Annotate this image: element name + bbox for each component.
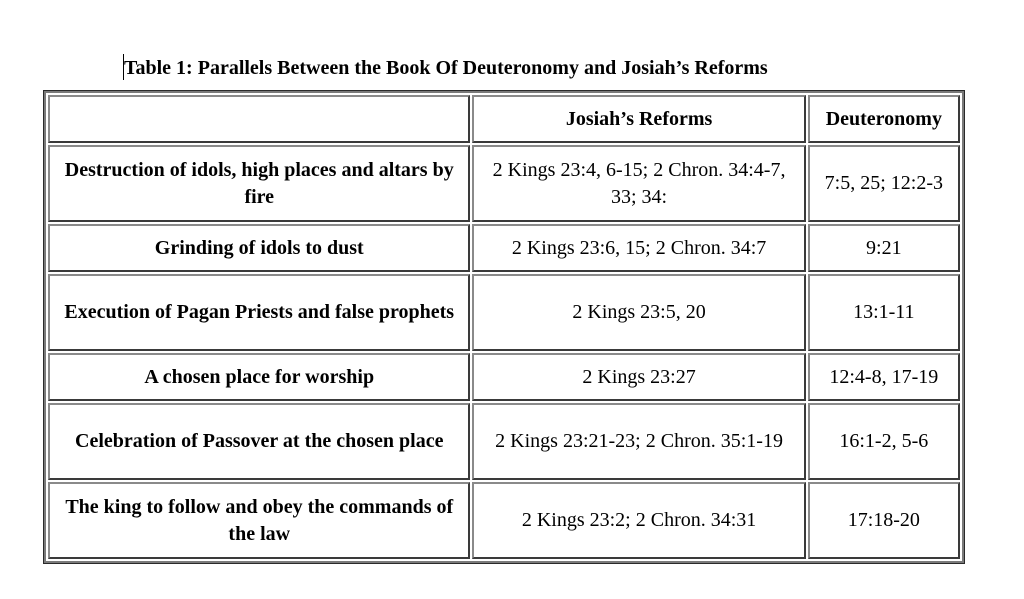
cell-reforms-reference: 2 Kings 23:21-23; 2 Chron. 35:1-19 [472, 403, 805, 480]
cell-deuteronomy-reference: 16:1-2, 5-6 [808, 403, 960, 480]
cell-parallel: The king to follow and obey the commands of the law [48, 482, 470, 559]
table-row [48, 145, 960, 222]
cell-reforms-reference: 2 Kings 23:5, 20 [472, 274, 805, 351]
table-row [48, 224, 960, 272]
cell-reforms-reference: 2 Kings 23:2; 2 Chron. 34:31 [472, 482, 805, 559]
cell-deuteronomy-reference: 12:4-8, 17-19 [808, 353, 960, 401]
table-row [48, 403, 960, 480]
table-header-row [48, 95, 960, 143]
table-row [48, 353, 960, 401]
table-row [48, 274, 960, 351]
cell-deuteronomy-reference: 17:18-20 [808, 482, 960, 559]
cell-reforms-reference: 2 Kings 23:27 [472, 353, 805, 401]
cell-reforms-reference: 2 Kings 23:6, 15; 2 Chron. 34:7 [472, 224, 805, 272]
parallels-table [44, 91, 964, 563]
cell-parallel: Celebration of Passover at the chosen place [48, 403, 470, 480]
cell-reforms-reference: 2 Kings 23:4, 6-15; 2 Chron. 34:4-7, 33; 34: [472, 145, 805, 222]
cell-deuteronomy-reference: 9:21 [808, 224, 960, 272]
table-row [48, 482, 960, 559]
cell-deuteronomy-reference: 13:1-11 [808, 274, 960, 351]
header-cell-deuteronomy: Deuteronomy [808, 95, 960, 143]
table-caption: Table 1: Parallels Between the Book Of Deuteronomy and Josiah’s Reforms [124, 57, 768, 79]
cell-parallel: Destruction of idols, high places and altars by fire [48, 145, 470, 222]
header-cell-josiahs-reforms: Josiah’s Reforms [472, 95, 805, 143]
cell-deuteronomy-reference: 7:5, 25; 12:2-3 [808, 145, 960, 222]
header-cell-parallel [48, 95, 470, 143]
cell-parallel: Execution of Pagan Priests and false prophets [48, 274, 470, 351]
cell-parallel: A chosen place for worship [48, 353, 470, 401]
cell-parallel: Grinding of idols to dust [48, 224, 470, 272]
